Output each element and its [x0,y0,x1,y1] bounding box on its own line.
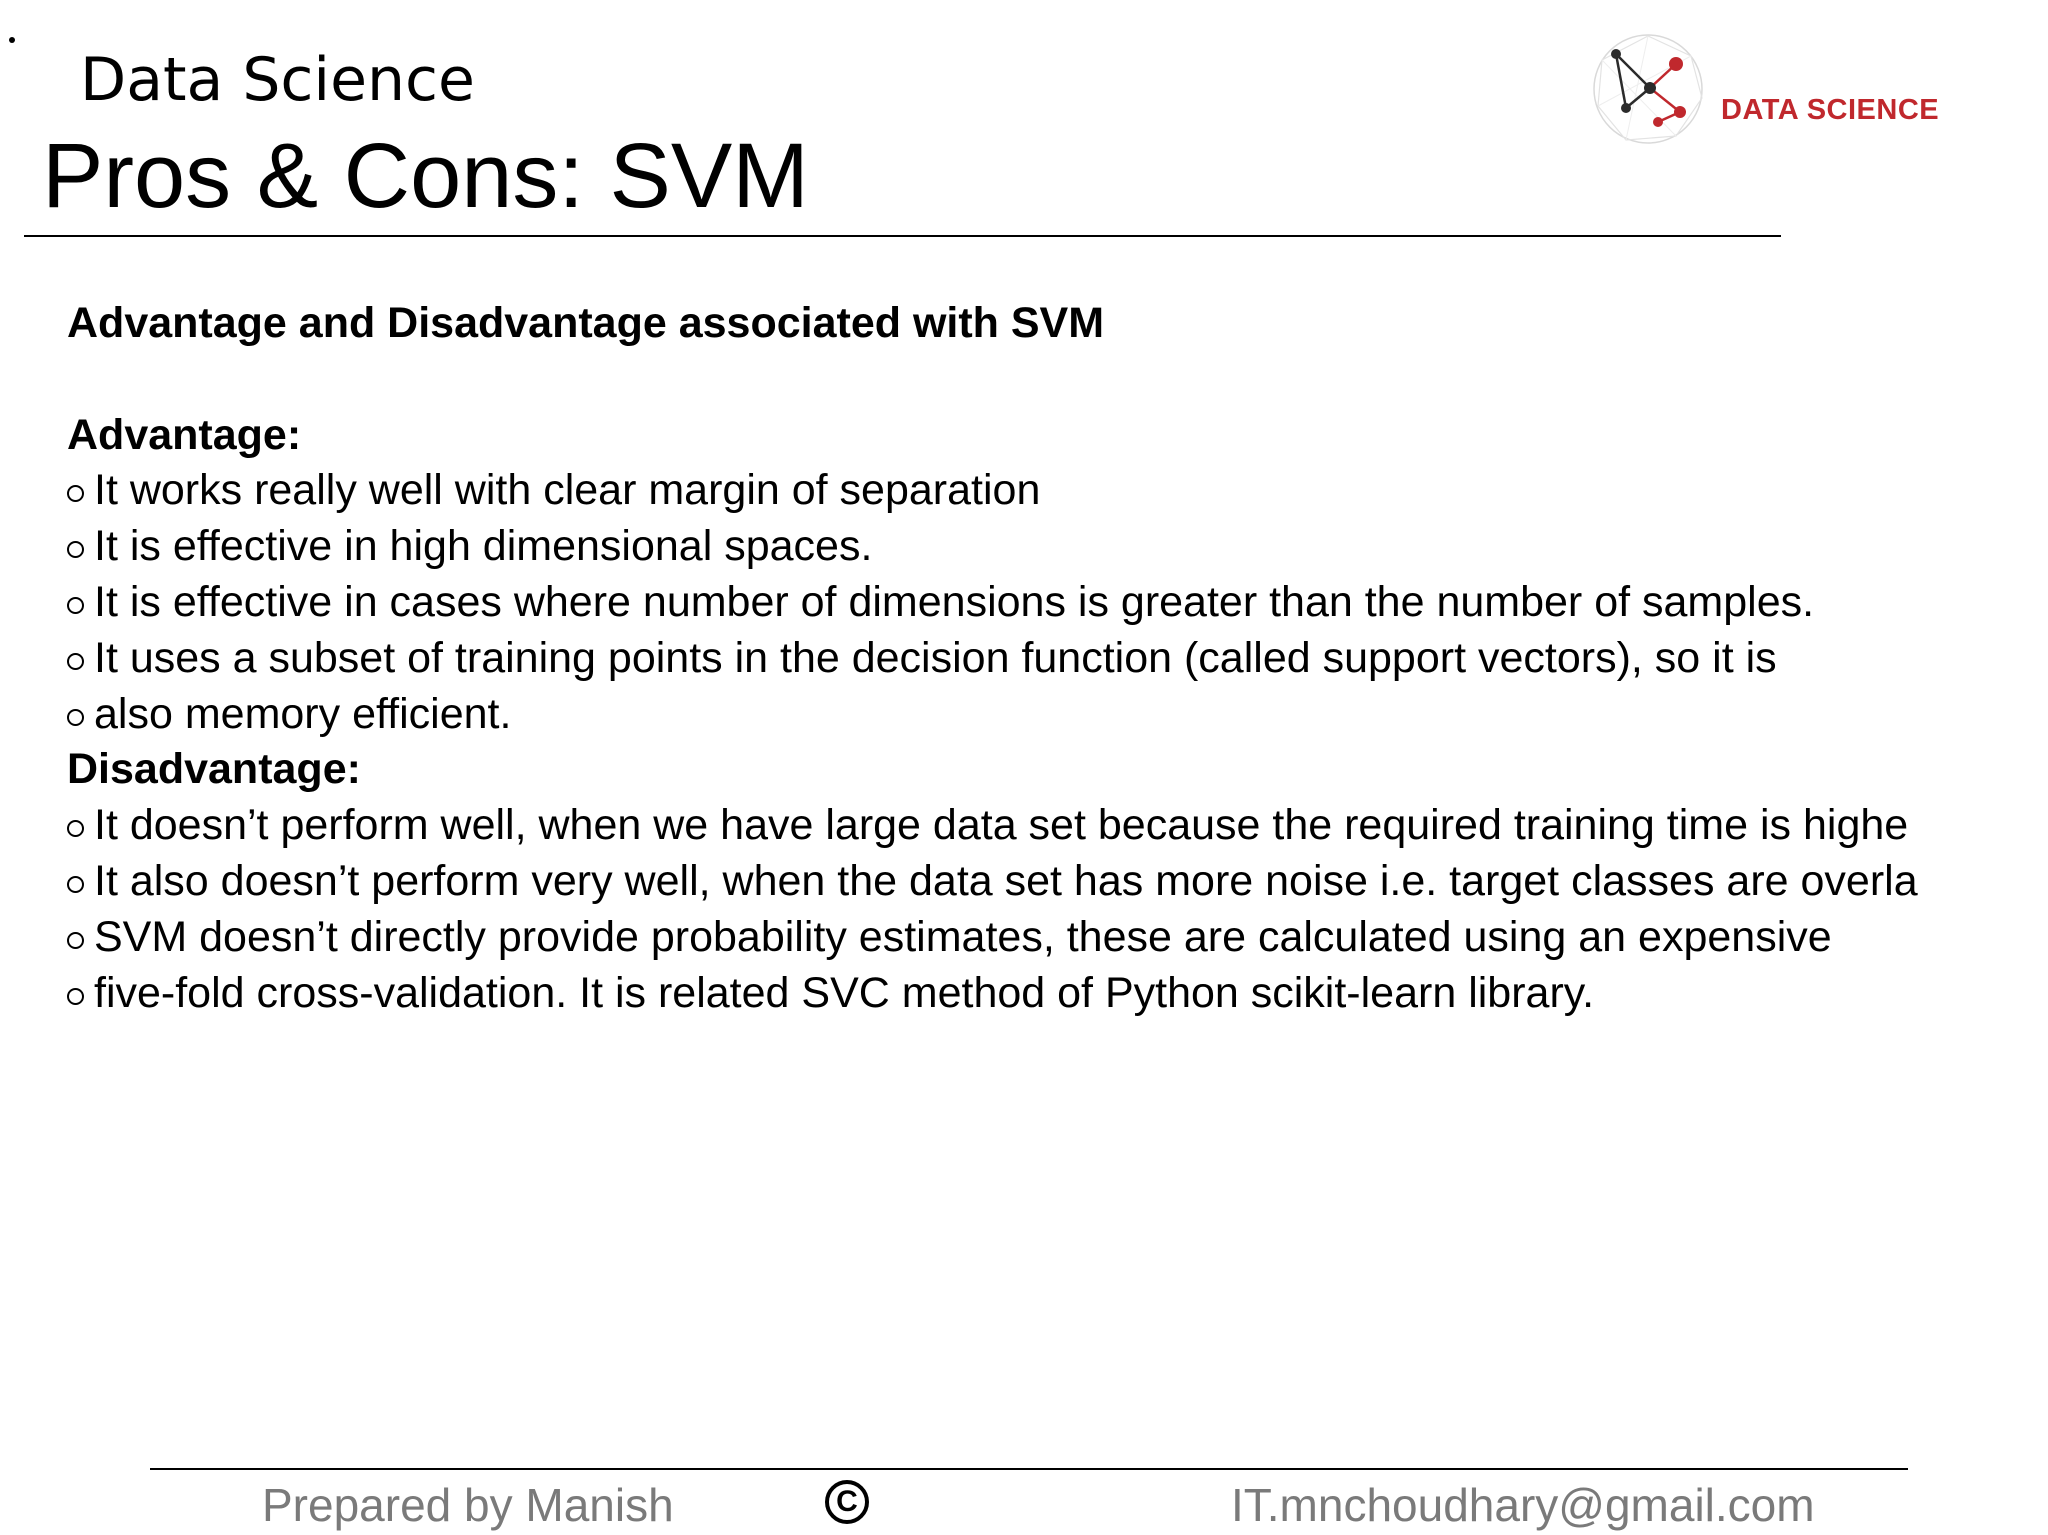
advantage-text: It is effective in cases where number of dimensions is greater than the number of samples. [94,577,1815,626]
advantage-item [67,687,2048,743]
disadvantage-heading: Disadvantage: [67,745,361,794]
footer-author: Prepared by Manish [262,1479,674,1531]
bullet-circle-icon [67,854,94,910]
spacer [67,352,2048,408]
slide-title: Pros & Cons: SVM [42,125,809,227]
intro-heading: Advantage and Disadvantage associated with SVM [67,299,1105,347]
disadvantage-item [67,966,2048,1022]
disadvantage-text: five-fold cross-validation. It is related SVC method of Python scikit-learn library. [94,968,1595,1017]
disadvantage-text: SVM doesn’t directly provide probability estimates, these are calculated using an expensive [94,912,1832,961]
copyright-icon: C [825,1480,869,1524]
title-divider [24,235,1781,237]
advantage-heading: Advantage: [67,410,302,459]
disadvantage-text: It doesn’t perform well, when we have large data set because the required training time is highe [94,801,1909,850]
bullet-circle-icon [67,910,94,966]
advantage-text: also memory efficient. [94,689,512,738]
footer-email: IT.mnchoudhary@gmail.com [1231,1479,1815,1531]
advantage-text: It works really well with clear margin of separation [94,466,1041,515]
bullet-circle-icon [67,463,94,519]
bullet-circle-icon [67,966,94,1022]
disadvantage-item [67,798,2048,854]
advantage-item [67,519,2048,575]
advantage-item [67,463,2048,519]
advantage-item [67,575,2048,631]
advantage-item [67,631,2048,687]
slide-body [67,296,2048,1021]
disadvantage-item [67,854,2048,910]
logo-text: DATA SCIENCE [1721,94,1940,126]
footer-divider [150,1468,1908,1470]
bullet-circle-icon [67,519,94,575]
bullet-circle-icon [67,575,94,631]
advantage-text: It is effective in high dimensional spaces. [94,522,873,571]
advantage-text: It uses a subset of training points in the decision function (called support vectors), so it is [94,633,1777,682]
stray-dot [9,37,15,43]
bullet-circle-icon [67,798,94,854]
subject-label: Data Science [80,45,475,115]
network-graph-icon [1588,30,1713,148]
data-science-logo [1588,30,1938,150]
disadvantage-text: It also doesn’t perform very well, when the data set has more noise i.e. target classes are overla [94,856,1918,905]
bullet-circle-icon [67,687,94,743]
disadvantage-item [67,910,2048,966]
bullet-circle-icon [67,631,94,687]
